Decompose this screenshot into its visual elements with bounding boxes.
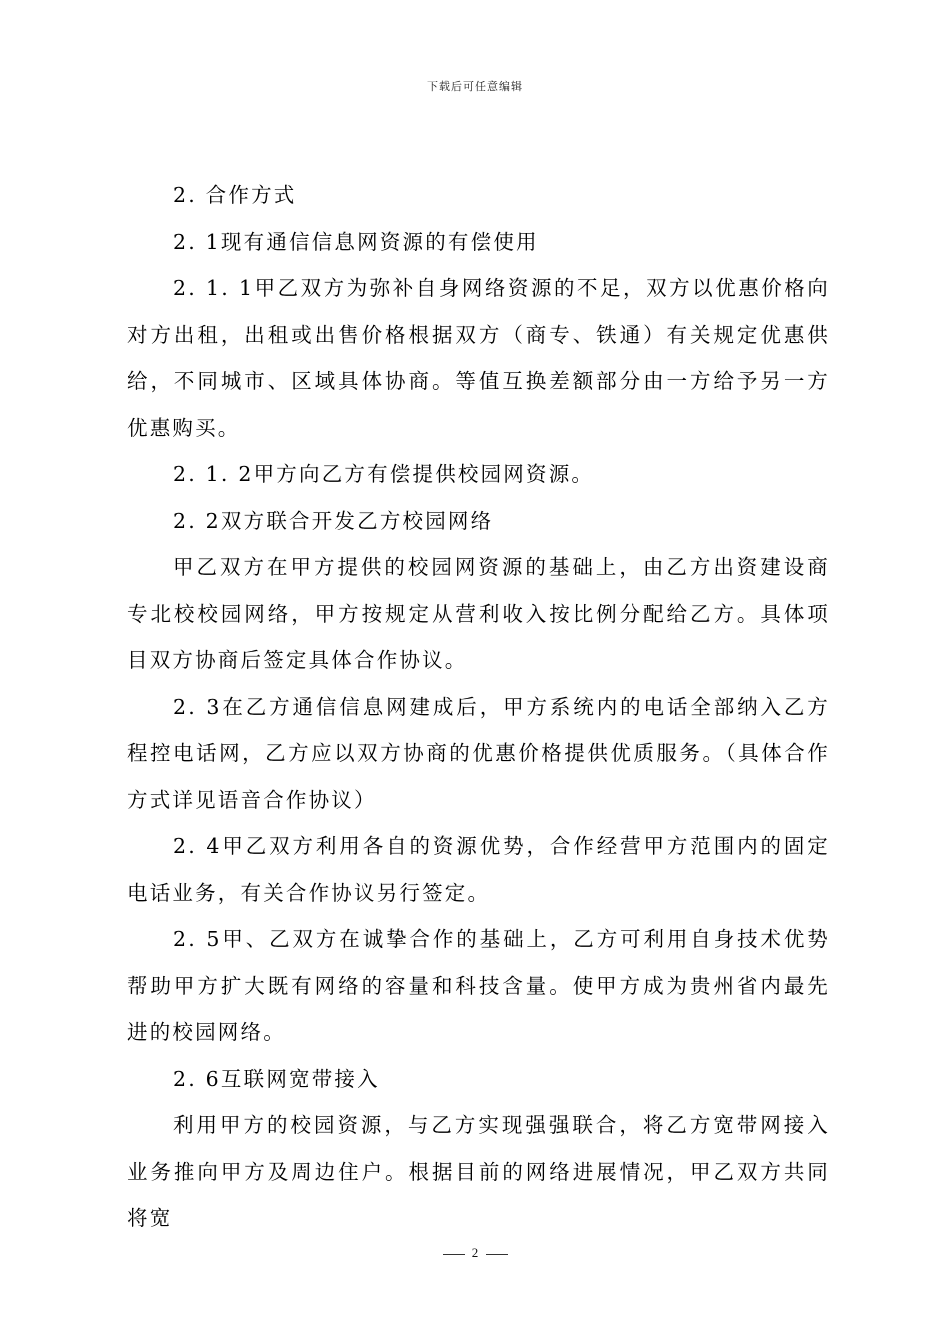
page-number: 2 [471, 1245, 479, 1260]
subsection-heading: 2. 1现有通信信息网资源的有偿使用 [173, 229, 539, 254]
page-footer [0, 1245, 950, 1261]
paragraph: 2. 1. 2甲方向乙方有偿提供校园网资源。 [173, 462, 595, 486]
subsection-heading: 2. 6互联网宽带接入 [173, 1066, 380, 1091]
document-body [127, 172, 830, 1242]
paragraph: 2. 4甲乙双方利用各自的资源优势，合作经营甲方范围内的固定电话业务，有关合作协议另行签定。 [127, 834, 830, 905]
subsection-heading: 2. 2双方联合开发乙方校园网络 [173, 508, 494, 533]
footer-dash-left [443, 1254, 465, 1255]
paragraph: 2. 5甲、乙双方在诚挚合作的基础上，乙方可利用自身技术优势帮助甲方扩大既有网络的容量和科技含量。使甲方成为贵州省内最先进的校园网络。 [127, 927, 830, 1044]
paragraph: 2. 3在乙方通信信息网建成后，甲方系统内的电话全部纳入乙方程控电话网，乙方应以双方协商的优惠价格提供优质服务。（具体合作方式详见语音合作协议） [127, 694, 830, 812]
page-header: 下载后可任意编辑 [427, 80, 523, 93]
footer-dash-right [486, 1254, 508, 1255]
paragraph: 甲乙双方在甲方提供的校园网资源的基础上，由乙方出资建设商专北校校园网络，甲方按规定从营利收入按比例分配给乙方。具体项目双方协商后签定具体合作协议。 [127, 555, 830, 672]
section-heading: 2. 合作方式 [173, 183, 297, 207]
paragraph: 利用甲方的校园资源，与乙方实现强强联合，将乙方宽带网接入业务推向甲方及周边住户。根据目前的网络进展情况，甲乙双方共同将宽 [127, 1113, 830, 1230]
paragraph: 2. 1. 1甲乙双方为弥补自身网络资源的不足，双方以优惠价格向对方出租，出租或出售价格根据双方（商专、铁通）有关规定优惠供给，不同城市、区域具体协商。等值互换差额部分由一方给予另一方优惠购买。 [127, 276, 830, 440]
